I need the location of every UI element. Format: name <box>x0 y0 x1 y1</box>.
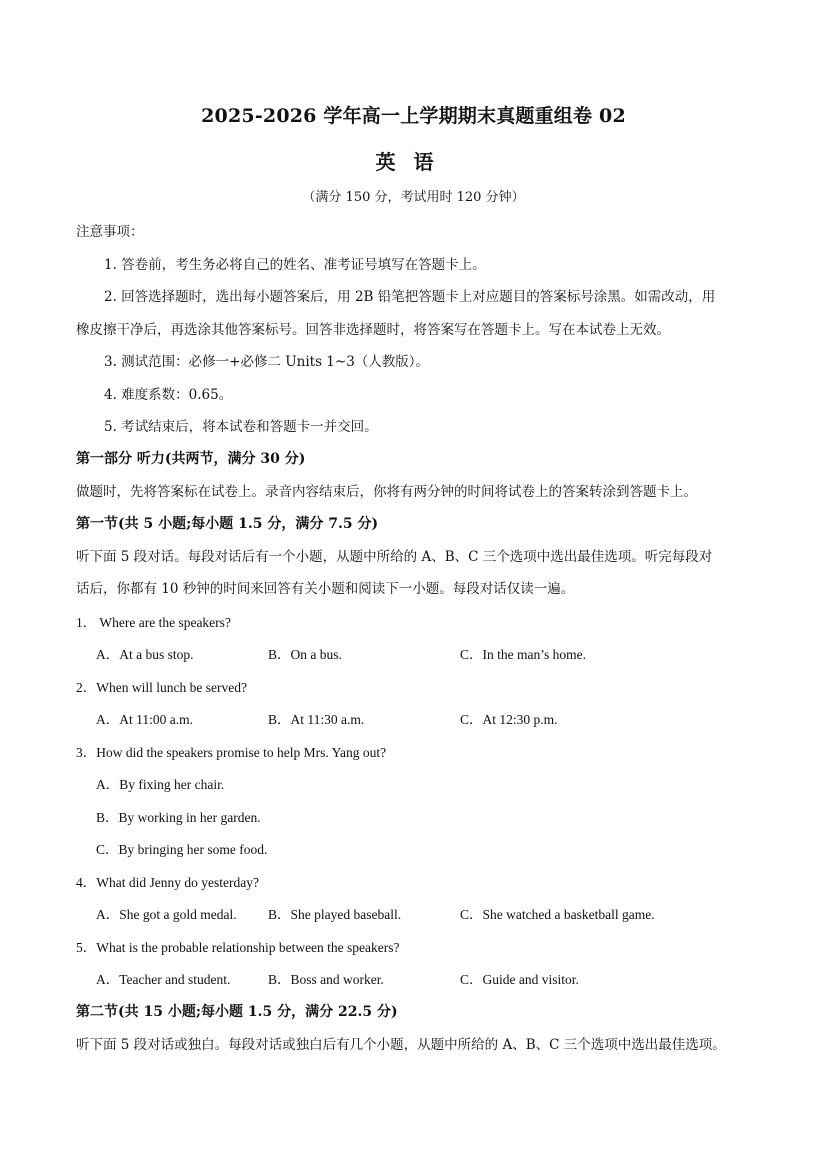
option-c: C．She watched a basketball game. <box>460 907 655 922</box>
option-a: A．At 11:00 a.m. <box>96 712 193 727</box>
note-item: 橡皮擦干净后，再选涂其他答案标号。回答非选择题时，将答案写在答题卡上。写在本试卷上无效。 <box>76 322 670 338</box>
option-c: C．In the man’s home. <box>460 647 586 662</box>
section2-heading: 第二节(共 15 小题;每小题 1.5 分，满分 22.5 分) <box>76 1004 398 1020</box>
question-text: 2．When will lunch be served? <box>76 680 247 695</box>
note-item: 3. 测试范围：必修一+必修二 Units 1~3（人教版）。 <box>104 354 430 370</box>
option-a: A．Teacher and student. <box>96 972 231 987</box>
notes-heading: 注意事项： <box>76 224 144 240</box>
question-text: 1． Where are the speakers? <box>76 615 231 630</box>
exam-info: （满分 150 分，考试用时 120 分钟） <box>302 190 525 205</box>
option-b: B．She played baseball. <box>268 907 402 922</box>
option-c: C．Guide and visitor. <box>460 972 579 987</box>
option-b: B．Boss and worker. <box>268 972 384 987</box>
note-item: 1. 答卷前，考生务必将自己的姓名、准考证号填写在答题卡上。 <box>104 257 486 273</box>
question-text: 3．How did the speakers promise to help Mrs. Yang out? <box>76 745 387 760</box>
option-a: A．She got a gold medal. <box>96 907 237 922</box>
note-item: 5. 考试结束后，将本试卷和答题卡一并交回。 <box>104 419 378 435</box>
note-item: 2. 回答选择题时，选出每小题答案后，用 2B 铅笔把答题卡上对应题目的答案标号涂黑。如需改动，用 <box>104 289 716 305</box>
section1-instruction: 话后，你都有 10 秒钟的时间来回答有关小题和阅读下一小题。每段对话仅读一遍。 <box>76 581 575 597</box>
option-a: A．By fixing her chair. <box>96 777 225 792</box>
question-text: 4．What did Jenny do yesterday? <box>76 875 259 890</box>
option-b: B．At 11:30 a.m. <box>268 712 365 727</box>
option-c: C．At 12:30 p.m. <box>460 712 558 727</box>
option-c: C．By bringing her some food. <box>96 842 268 857</box>
option-b: B．By working in her garden. <box>96 810 261 825</box>
part1-heading: 第一部分 听力(共两节，满分 30 分) <box>76 451 306 467</box>
exam-subject: 英语 <box>375 150 452 174</box>
note-item: 4. 难度系数：0.65。 <box>104 387 233 403</box>
option-b: B．On a bus. <box>268 647 342 662</box>
option-a: A．At a bus stop. <box>96 647 194 662</box>
section1-heading: 第一节(共 5 小题;每小题 1.5 分，满分 7.5 分) <box>76 516 379 532</box>
question-text: 5．What is the probable relationship between the speakers? <box>76 940 400 955</box>
exam-title: 2025-2026 学年高一上学期期末真题重组卷 02 <box>201 105 626 127</box>
section1-instruction: 听下面 5 段对话。每段对话后有一个小题，从题中所给的 A、B、C 三个选项中选出最佳选项。听完每段对 <box>76 549 713 565</box>
section2-instruction: 听下面 5 段对话或独白。每段对话或独白后有几个小题，从题中所给的 A、B、C 三个选项中选出最佳选项。 <box>76 1037 726 1053</box>
part1-instruction: 做题时，先将答案标在试卷上。录音内容结束后，你将有两分钟的时间将试卷上的答案转涂到答题卡上。 <box>76 484 697 500</box>
